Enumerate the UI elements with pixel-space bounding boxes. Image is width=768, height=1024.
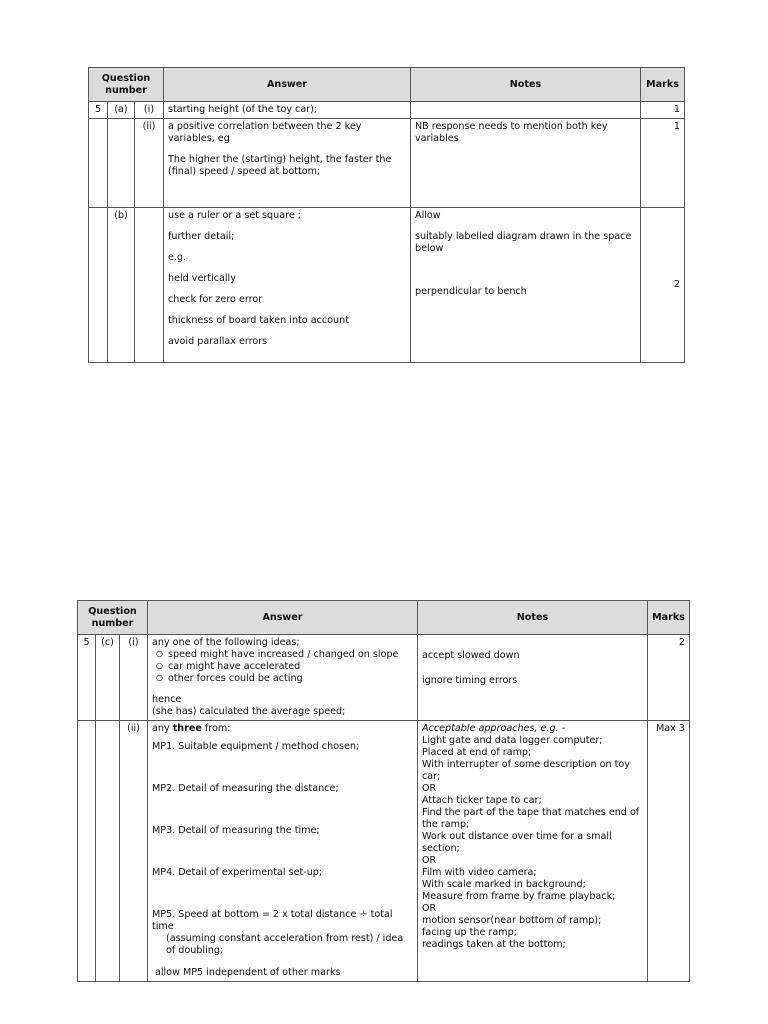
notes-cell (411, 207, 641, 362)
answer-text: hence (152, 693, 182, 705)
question-subpart: (ii) (135, 118, 164, 207)
notes-cell: NB response needs to mention both key variables (411, 118, 641, 207)
question-part: (c) (96, 635, 120, 721)
question-subpart: (ii) (120, 720, 148, 981)
marking-point-4: MP4. Detail of experimental set-up; (152, 866, 323, 878)
answer-text: (she has) calculated the average speed; (152, 705, 346, 717)
mark-scheme-table-1 (88, 67, 685, 363)
notes-cell (418, 720, 648, 981)
question-part: (a) (108, 102, 135, 119)
answer-cell (148, 635, 418, 721)
header-question-number: Question number (89, 68, 164, 102)
notes-title: Acceptable approaches, e.g. - (422, 722, 566, 734)
notes-text: Allow (415, 209, 441, 221)
answer-text: use a ruler or a set square ; (168, 209, 302, 221)
ideas-list (152, 649, 413, 685)
question-number: 5 (89, 102, 108, 119)
notes-text: Placed at end of ramp; (422, 746, 532, 758)
answer-text: from: (201, 722, 231, 734)
notes-text: ignore timing errors (422, 674, 518, 686)
question-part: (b) (108, 207, 135, 362)
header-notes: Notes (411, 68, 641, 102)
list-item: ○ other forces could be acting (168, 673, 413, 685)
table-row (78, 635, 690, 721)
header-marks: Marks (648, 601, 690, 635)
table-row (89, 102, 685, 119)
answer-intro (152, 723, 413, 735)
table-row (78, 720, 690, 981)
list-item: ○ speed might have increased / changed on slope (168, 649, 413, 661)
question-subpart: (i) (135, 102, 164, 119)
notes-text: facing up the ramp; (422, 926, 517, 938)
answer-text: The higher the (starting) height, the faster the (final) speed / speed at bottom; (168, 153, 392, 177)
marks-cell: 2 (648, 635, 690, 721)
question-number: 5 (78, 635, 96, 721)
notes-text: OR (422, 854, 437, 866)
question-subpart: (i) (120, 635, 148, 721)
answer-text: any one of the following ideas; (152, 637, 300, 648)
notes-text: With interrupter of some description on toy car; (422, 758, 630, 782)
notes-text: motion sensor(near bottom of ramp); (422, 914, 602, 926)
marks-cell: 1 (641, 102, 685, 119)
marking-point-2: MP2. Detail of measuring the distance; (152, 782, 339, 794)
header-notes: Notes (418, 601, 648, 635)
answer-text: any (152, 722, 173, 734)
marking-point-1: MP1. Suitable equipment / method chosen; (152, 740, 360, 752)
header-answer: Answer (164, 68, 411, 102)
list-item: ○ car might have accelerated (168, 661, 413, 673)
marking-point-5 (152, 909, 413, 957)
notes-text: Work out distance over time for a small section; (422, 830, 612, 854)
header-question-number: Question number (78, 601, 148, 635)
header-marks: Marks (641, 68, 685, 102)
notes-text: accept slowed down (422, 650, 520, 661)
notes-text: Measure from frame by frame playback; (422, 890, 616, 902)
answer-text: MP5. Speed at bottom = 2 x total distance ÷ total time (152, 908, 393, 932)
answer-text: a positive correlation between the 2 key variables, eg (168, 120, 362, 144)
allow-note: allow MP5 independent of other marks (155, 966, 341, 978)
notes-text: With scale marked in background; (422, 878, 586, 890)
notes-text: OR (422, 902, 437, 914)
answer-text: further detail; (168, 230, 235, 242)
notes-cell (418, 635, 648, 721)
marks-cell: Max 3 (648, 720, 690, 981)
notes-text: Light gate and data logger computer; (422, 734, 603, 746)
answer-text: held vertically (168, 272, 236, 284)
notes-cell (411, 102, 641, 119)
notes-text: Find the part of the tape that matches end of the ramp; (422, 806, 640, 830)
answer-cell (164, 207, 411, 362)
marking-point-3: MP3. Detail of measuring the time; (152, 824, 320, 836)
answer-text: (assuming constant acceleration from rest) / idea of doubling; (166, 932, 404, 956)
notes-text: OR (422, 782, 437, 794)
notes-text: perpendicular to bench (415, 285, 527, 297)
notes-text: suitably labelled diagram drawn in the space below (415, 230, 632, 254)
answer-text: avoid parallax errors (168, 335, 268, 347)
answer-text: check for zero error (168, 293, 263, 305)
table-row (89, 118, 685, 207)
answer-cell (148, 720, 418, 981)
marks-cell: 1 (641, 118, 685, 207)
marks-cell: 2 (641, 207, 685, 362)
answer-text: thickness of board taken into account (168, 314, 349, 326)
notes-text: Attach ticker tape to car; (422, 794, 542, 806)
table-row (89, 207, 685, 362)
emphasis-text: three (172, 722, 202, 734)
answer-cell: starting height (of the toy car); (164, 102, 411, 119)
notes-text: readings taken at the bottom; (422, 938, 566, 950)
notes-text: Film with video camera; (422, 866, 537, 878)
answer-text: e.g. (168, 251, 187, 263)
answer-cell (164, 118, 411, 207)
header-answer: Answer (148, 601, 418, 635)
mark-scheme-table-2 (77, 600, 690, 982)
